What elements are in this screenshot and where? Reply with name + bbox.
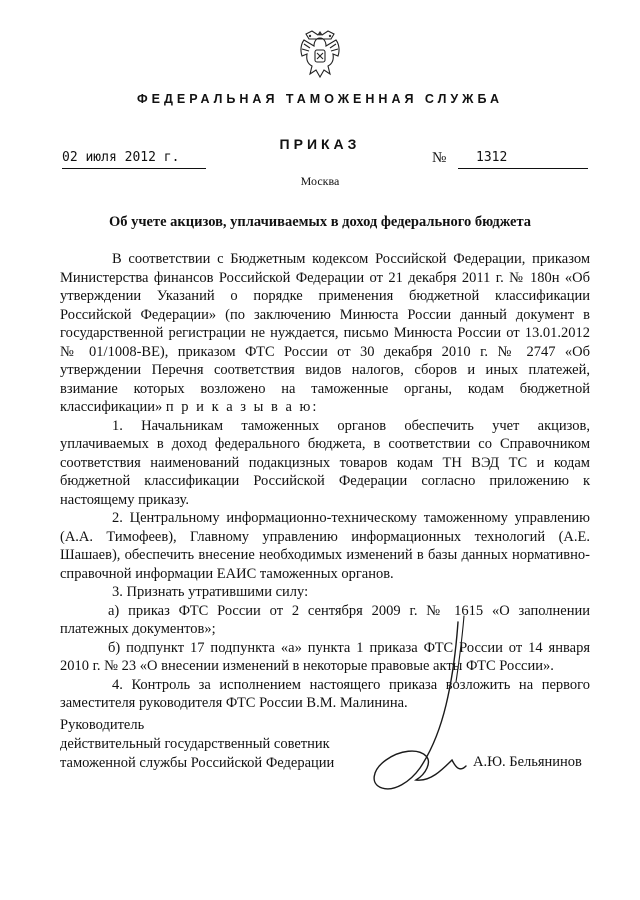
signer-position-line-2: действительный государственный советник xyxy=(60,736,330,752)
signer-position-line-1: Руководитель xyxy=(60,717,145,733)
russian-coat-of-arms-icon xyxy=(298,30,342,82)
signer-position-line-3: таможенной службы Российской Федерации xyxy=(60,755,335,771)
item-1: 1. Начальникам таможенных органов обеспечить учет акцизов, уплачиваемых в доход федерального бюджета, в соответствии со Справочником соответствия наименований подакцизных товаров кодам ТН ВЭД ТС и кодам бюджетной классификации Российской Федерации согласно приложению к настоящему приказу. xyxy=(60,417,590,508)
preamble-text: В соответствии с Бюджетным кодексом Российской Федерации, приказом Министерства финансов Российской Федерации от 21 декабря 2011 г. № 180н «Об утверждении Указаний о порядке применения бюджетной классификации Российской Федерации» (по заключению Минюста России данный документ в государственной регистрации не нуждается, письмо Минюста России от 13.01.2012 № 01/1008-ВЕ), приказом ФТС России от 30 декабря 2010 г. № 2747 «Об утверждении Перечня соответствия видов налогов, сборов и иных платежей, взимание которых возложено на таможенные органы, кодам бюджетной классификации» xyxy=(60,251,590,415)
order-body xyxy=(60,250,590,713)
date-underline xyxy=(62,168,206,169)
number-sign: № xyxy=(432,150,447,166)
order-subject: Об учете акцизов, уплачиваемых в доход федерального бюджета xyxy=(108,214,532,230)
item-2: 2. Центральному информационно-техническому таможенному управлению (А.А. Тимофеев), Главному управлению информационных технологий (А.Е. Шашаев), обеспечить внесение необходимых изменений в базы данных нормативно-справочной информации ЕАИС таможенных органов. xyxy=(60,510,590,582)
agency-name: ФЕДЕРАЛЬНАЯ ТАМОЖЕННАЯ СЛУЖБА xyxy=(136,92,504,106)
order-word: п р и к а з ы в а ю: xyxy=(165,399,319,415)
item-3a: а) приказ ФТС России от 2 сентября 2009 г. № 1615 «О заполнении платежных документов»; xyxy=(60,602,590,637)
order-number: 1312 xyxy=(476,150,508,165)
city: Москва xyxy=(300,174,340,188)
item-3: 3. Признать утратившими силу: xyxy=(112,584,309,600)
signer-position xyxy=(60,716,334,773)
item-3b: б) подпункт 17 подпункта «а» пункта 1 приказа ФТС России от 14 января 2010 г. № 23 «О внесении изменений в некоторые правовые акты ФТС России». xyxy=(60,639,590,674)
document-type: ПРИКАЗ xyxy=(279,136,361,152)
signer-name: А.Ю. Бельянинов xyxy=(473,754,582,770)
number-underline xyxy=(458,168,588,169)
item-4: 4. Контроль за исполнением настоящего приказа возложить на первого заместителя руководителя ФТС России В.М. Малинина. xyxy=(60,676,590,711)
handwritten-signature-icon xyxy=(360,610,510,810)
order-date: 02 июля 2012 г. xyxy=(62,150,180,165)
preamble-paragraph xyxy=(60,250,590,417)
